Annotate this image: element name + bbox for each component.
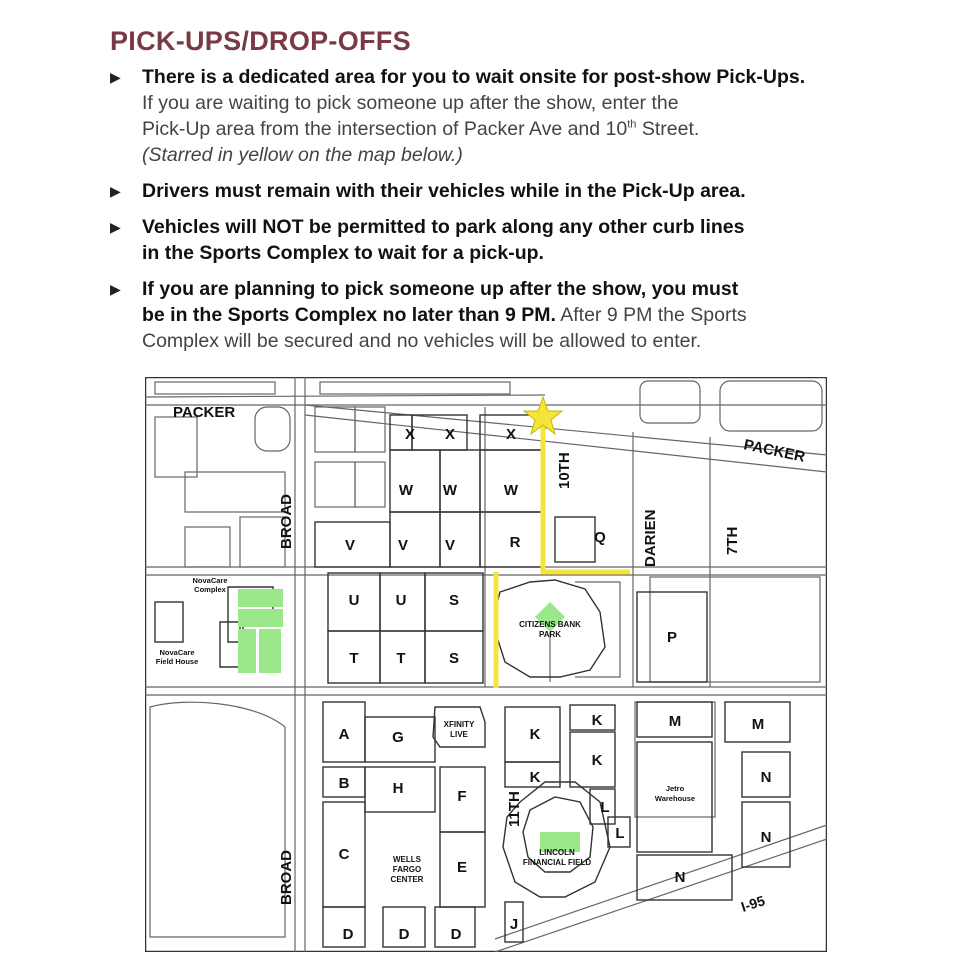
lot-label-u: U [348,592,360,609]
bullet-text-part: Street. [636,118,700,140]
map-svg [145,377,827,952]
street-label-11th: 11TH [506,791,523,827]
venue-label-novacare-field-house: Field House [155,657,199,666]
lot-label-m: M [668,713,682,730]
lot-label-k: K [529,769,541,786]
page-title: PICK-UPS/DROP-OFFS [110,26,411,56]
bullet-italic-note: (Starred in yellow on the map below.) [142,144,463,166]
lot-label-v: V [344,537,356,554]
street-label-10th: 10TH [556,452,573,489]
lot-label-q: Q [594,529,606,546]
lot-label-t: T [396,650,406,667]
venue-label-wells-fargo-center: FARGO [392,865,422,874]
venue-label-wells-fargo-center: WELLS [393,855,421,864]
lot-label-x: X [444,426,456,443]
bullet-bold-text: in the Sports Complex to wait for a pick-up. [142,242,544,264]
lot-label-g: G [392,729,404,746]
bullet-bold-text: Drivers must remain with their vehicles while in the Pick-Up area. [142,180,746,202]
lot-label-w: W [503,482,519,499]
venue-label-citizens-bank-park: CITIZENS BANK [519,620,581,629]
lot-label-d: D [398,926,410,943]
venue-label-jetro-warehouse: Warehouse [654,794,696,803]
lot-label-n: N [760,829,772,846]
bullet-bold-text: Vehicles will NOT be permitted to park along any other curb lines [142,216,745,238]
lot-label-l: L [600,799,610,816]
sports-complex-map [145,377,827,952]
venue-label-novacare-complex: Complex [194,585,226,594]
lot-label-u: U [395,592,407,609]
bullet-text: If you are waiting to pick someone up after the show, enter the [142,92,679,114]
lot-label-a: A [338,726,350,743]
lot-label-j: J [509,916,519,933]
street-label-i95: I-95 [738,892,767,915]
lot-label-w: W [398,482,414,499]
bullet-text: After 9 PM the Sports [555,304,747,326]
lot-label-v: V [397,537,409,554]
list-item [108,276,868,354]
lot-label-r: R [509,534,521,551]
street-label-7th: 7TH [724,526,741,555]
bullet-text: Complex will be secured and no vehicles will be allowed to enter. [142,330,702,352]
lot-label-v: V [444,537,456,554]
lot-label-s: S [448,650,460,667]
lot-label-n: N [760,769,772,786]
bullet-bold-text: If you are planning to pick someone up after the show, you must [142,278,739,300]
venue-label-xfinity-live: XFINITY [443,720,475,729]
street-label-darien: DARIEN [642,509,659,567]
lot-label-k: K [591,752,603,769]
green-fields [238,589,283,673]
instruction-list [108,64,868,364]
street-label-broad: BROAD [278,850,295,905]
street-label-packer: PACKER [173,404,236,421]
list-item [108,178,868,204]
lot-label-n: N [674,869,686,886]
lot-label-e: E [456,859,468,876]
lot-label-f: F [457,788,467,805]
venue-label-xfinity-live: LIVE [450,730,468,739]
venue-label-lincoln-financial-field: FINANCIAL FIELD [522,858,592,867]
bullet-triangle-icon: ▶ [110,183,121,199]
street-label-broad: BROAD [278,494,295,549]
ordinal-suffix: th [627,118,637,131]
lot-label-s: S [448,592,460,609]
lot-label-k: K [529,726,541,743]
bullet-bold-text: There is a dedicated area for you to wait onsite for post-show Pick-Ups. [142,66,806,88]
bullet-triangle-icon: ▶ [110,219,121,235]
venue-label-wells-fargo-center: CENTER [390,875,424,884]
lot-label-p: P [666,629,678,646]
lot-label-w: W [442,482,458,499]
venue-label-novacare-complex: NovaCare [192,576,228,585]
lot-label-x: X [404,426,416,443]
lot-label-c: C [338,846,350,863]
lot-label-b: B [338,775,350,792]
venue-label-lincoln-financial-field: LINCOLN [539,848,575,857]
lot-label-t: T [349,650,359,667]
lot-label-x: X [505,426,517,443]
lot-label-k: K [591,712,603,729]
bullet-triangle-icon: ▶ [110,69,121,85]
lot-label-d: D [450,926,462,943]
lot-label-d: D [342,926,354,943]
venue-label-jetro-warehouse: Jetro [665,784,685,793]
bullet-text-part: Pick-Up area from the intersection of Packer Ave and 10 [142,118,628,140]
lot-label-h: H [392,780,404,797]
venue-label-citizens-bank-park: PARK [538,630,562,639]
bullet-text [142,118,699,140]
list-item [108,64,868,168]
lot-label-m: M [751,716,765,733]
bullet-triangle-icon: ▶ [110,281,121,297]
list-item [108,214,868,266]
bullet-bold-text: be in the Sports Complex no later than 9 PM. [142,304,556,326]
venue-label-novacare-field-house: NovaCare [159,648,195,657]
street-label-packer: PACKER [742,436,807,466]
lot-label-l: L [615,825,625,842]
